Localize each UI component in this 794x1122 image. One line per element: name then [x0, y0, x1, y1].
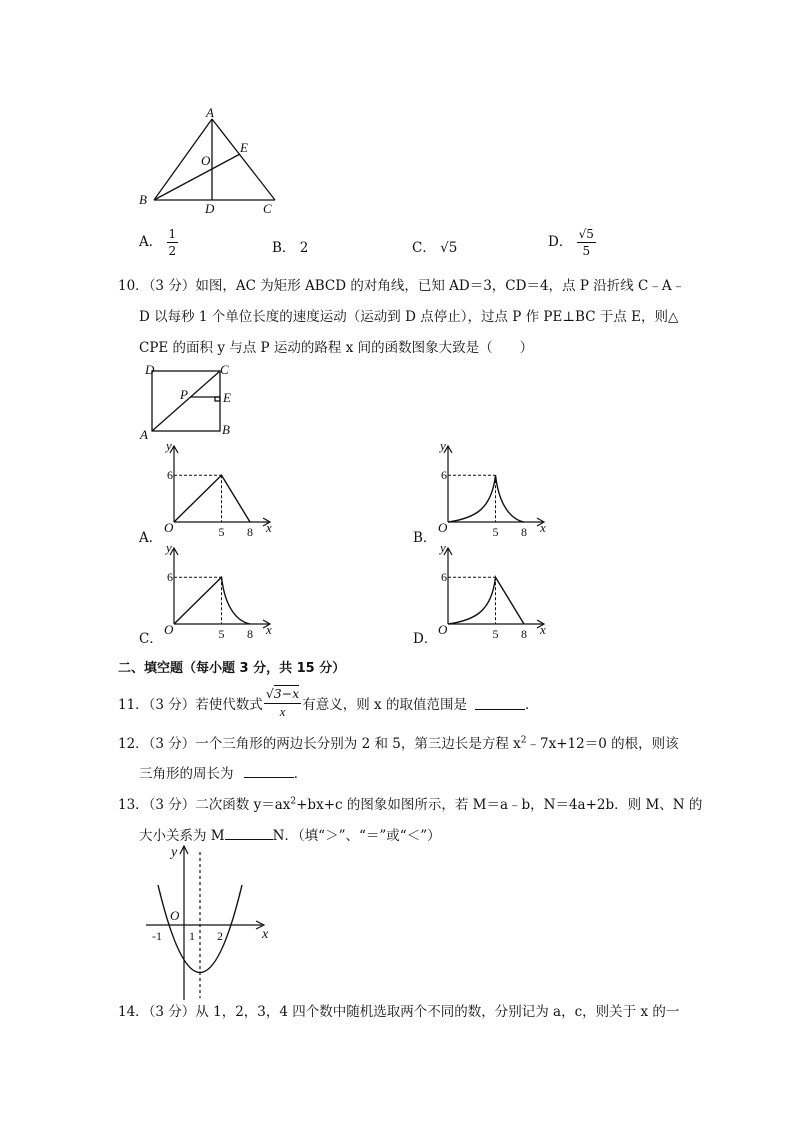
- q10-graph-b-x-tick-8: 8: [521, 525, 527, 539]
- q14-line-1: 14．（3 分）从 1，2，3，4 四个数中随机选取两个不同的数，分别记为 a，c，则关于 x 的一: [118, 1004, 680, 1020]
- q10-number: 10．: [118, 278, 149, 294]
- q10-label-c: C: [220, 362, 229, 377]
- q11-numerator: √3−x: [264, 688, 301, 704]
- q13-label-1: 1: [189, 929, 195, 943]
- q11-end: ．: [524, 697, 539, 713]
- q13-text-2b: N．（填“＞”、“＝”或“＜”）: [272, 828, 441, 844]
- q10-score: （3 分）: [148, 278, 196, 294]
- q10-graph-c-y-tick-6: 6: [167, 570, 173, 585]
- q13-label-y: y: [171, 845, 178, 860]
- q10-line-3: CPE 的面积 y 与点 P 运动的路程 x 间的函数图象大致是（ ）: [139, 340, 534, 356]
- q10-graph-c-origin: O: [164, 622, 174, 637]
- q10-graph-b-y-tick-6: 6: [441, 468, 447, 483]
- q13-label-origin: O: [170, 908, 180, 923]
- q10-graph-d-y-tick-6: 6: [441, 570, 447, 585]
- q10-graph-a-x-tick-8: 8: [247, 525, 253, 539]
- q10-option-c-letter: C．: [139, 631, 163, 647]
- q12-sup: 2: [520, 735, 527, 746]
- q9-option-a-den: 2: [168, 244, 177, 258]
- section-2-title: 二、填空题（每小题 3 分，共 15 分）: [118, 661, 346, 676]
- q9-label-d: D: [205, 201, 215, 216]
- q9-option-d-num: √5: [578, 227, 594, 241]
- q9-label-a: A: [206, 105, 214, 120]
- q10-graph-a-y-tick-6: 6: [167, 468, 173, 483]
- q10-option-d-letter: D．: [413, 631, 438, 647]
- q10-graph-d-x-tick-8: 8: [521, 627, 527, 641]
- q13-text-1b: +bx+c 的图象如图所示，若 M＝a﹣b，N＝4a+2b．则 M、N 的: [296, 797, 703, 813]
- q13-parabola-curve: [158, 885, 242, 973]
- q9-label-e: E: [240, 140, 248, 155]
- q9-option-a-num: 1: [168, 227, 177, 241]
- q9-option-b-letter: B．: [272, 240, 296, 256]
- q10-graph-b-y-label: y: [440, 438, 446, 453]
- q10-label-b: B: [222, 422, 230, 437]
- q10-label-a: A: [140, 427, 148, 442]
- q10-label-p: P: [180, 387, 188, 402]
- q10-graph-d-x-tick-5: 5: [492, 627, 499, 641]
- q9-option-d-letter: D．: [548, 234, 573, 250]
- q9-option-a-letter: A．: [139, 234, 163, 250]
- q13-label-x: x: [262, 927, 269, 942]
- q13-text-1a: 13．（3 分）二次函数 y＝ax: [118, 797, 291, 813]
- q10-graph-a-x-label: x: [266, 520, 272, 535]
- q9-option-c-letter: C．: [412, 240, 436, 256]
- q10-line-2: D 以每秒 1 个单位长度的速度运动（运动到 D 点停止），过点 P 作 PE⊥BC 于点 E，则△: [139, 309, 679, 325]
- q10-graph-c-x-label: x: [266, 622, 272, 637]
- q12-text-2: 三角形的周长为: [139, 766, 234, 782]
- q10-graph-a-y-label: y: [166, 438, 172, 453]
- q13-text-2a: 大小关系为 M: [139, 828, 225, 844]
- q9-label-b: B: [139, 192, 147, 207]
- q10-graph-c-y-label: y: [166, 540, 172, 555]
- q10-label-d: D: [145, 362, 155, 377]
- q9-option-b-value: 2: [299, 240, 309, 256]
- q13-label-2: 2: [217, 929, 223, 943]
- q9-option-c-value: √5: [440, 240, 458, 256]
- q11-sqrt-content: 3−x: [273, 686, 300, 701]
- q10-graph-a-origin: O: [164, 520, 174, 535]
- q11-suffix: 有意义，则 x 的取值范围是: [302, 697, 467, 713]
- q9-label-c: C: [263, 201, 272, 216]
- q10-graph-b-x-tick-5: 5: [492, 525, 499, 539]
- q10-graph-c-x-tick-8: 8: [247, 627, 253, 641]
- q10-graph-d-y-label: y: [440, 540, 446, 555]
- q11-denominator: x: [279, 704, 286, 719]
- q10-option-b-letter: B．: [413, 530, 437, 546]
- q12-end: ．: [293, 766, 308, 782]
- q11-prefix: 11．（3 分）若使代数式: [118, 697, 263, 713]
- q13-label-minus1: -1: [152, 929, 162, 943]
- q9-label-o: O: [201, 153, 211, 168]
- q13-sup: 2: [290, 796, 297, 807]
- q10-text-1: 如图，AC 为矩形 ABCD 的对角线，已知 AD＝3，CD＝4，点 P 沿折线 C﹣A﹣: [195, 278, 686, 294]
- q10-option-a-letter: A．: [139, 530, 163, 546]
- q10-graph-d-x-label: x: [540, 622, 546, 637]
- q12-text-1a: 12．（3 分）一个三角形的两边长分别为 2 和 5，第三边长是方程 x: [118, 736, 521, 752]
- q10-graph-c-x-tick-5: 5: [218, 627, 225, 641]
- q9-option-d-den: 5: [582, 244, 591, 258]
- q10-graph-b-x-label: x: [540, 520, 546, 535]
- q10-graph-d-origin: O: [438, 622, 448, 637]
- q12-text-1b: ﹣7x+12＝0 的根，则该: [526, 736, 679, 752]
- q10-graph-b-origin: O: [438, 520, 448, 535]
- q10-label-e: E: [223, 390, 231, 405]
- q10-graph-a-x-tick-5: 5: [218, 525, 225, 539]
